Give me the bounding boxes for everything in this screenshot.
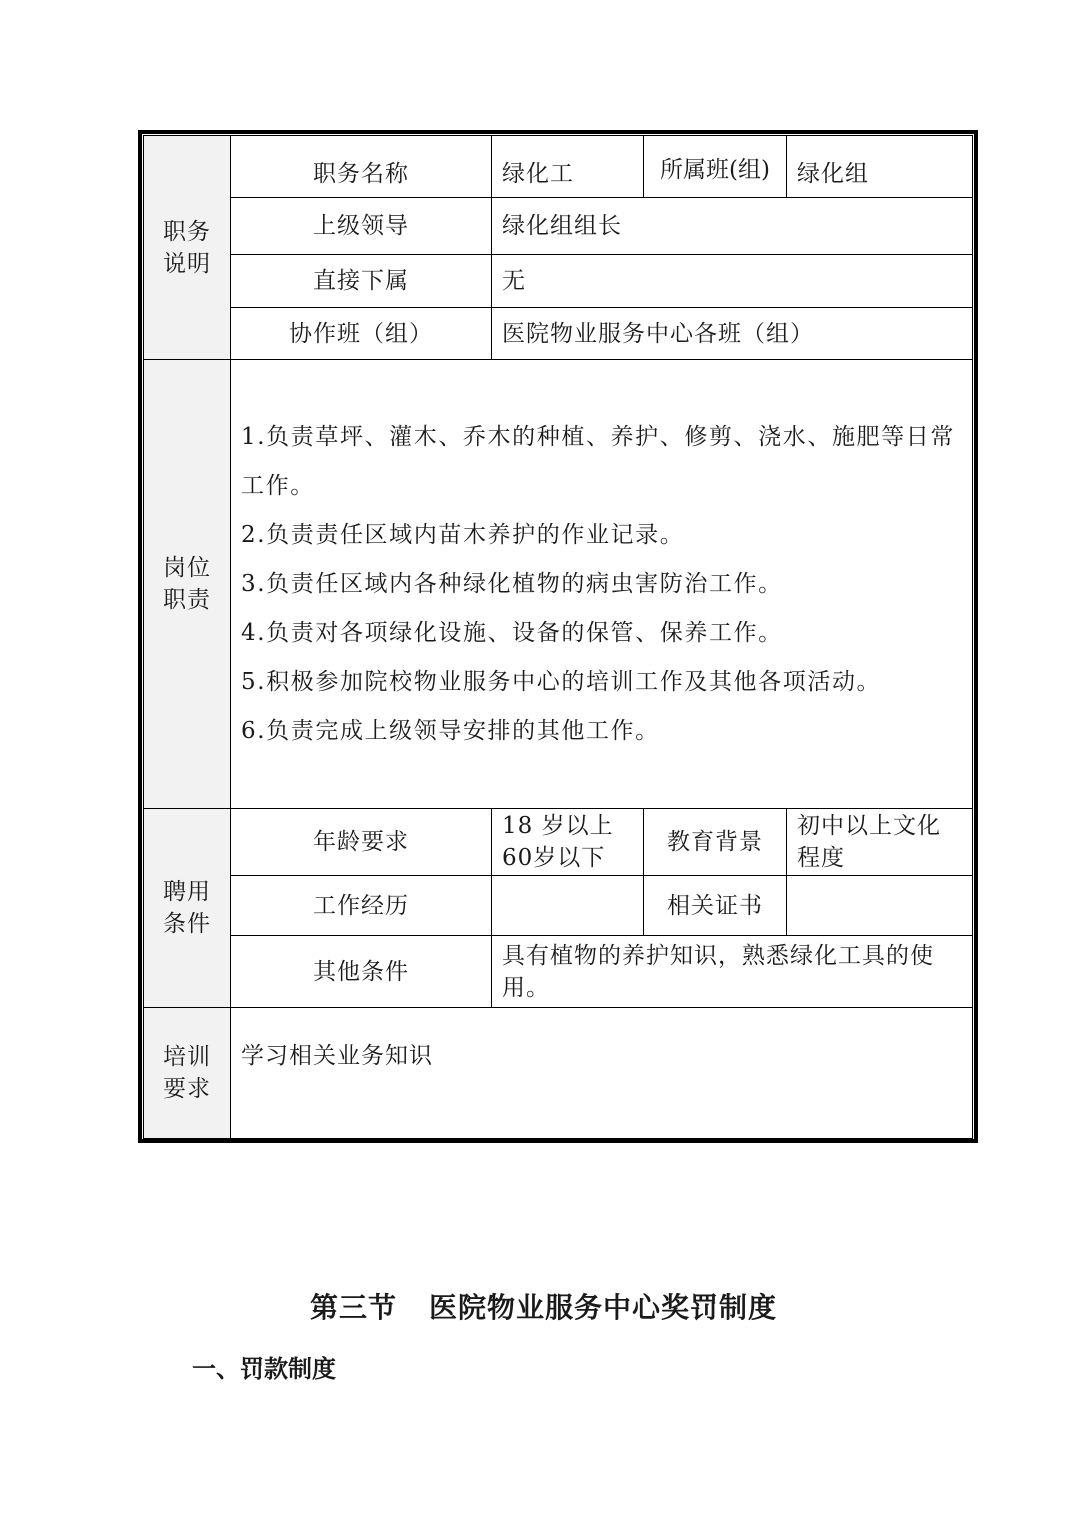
other-conditions-label: 其他条件: [231, 936, 492, 1008]
experience-label: 工作经历: [231, 876, 492, 936]
table-row: [144, 255, 973, 308]
subordinate-label: 直接下属: [231, 255, 492, 308]
table-row: [144, 876, 973, 936]
age-requirement-value: 18 岁以上 60岁以下: [492, 809, 644, 876]
subsection-heading: 一、罚款制度: [192, 1354, 336, 1383]
duty-item: 6.负责完成上级领导安排的其他工作。: [241, 717, 660, 744]
table-row: [144, 809, 973, 876]
team-label: 所属班(组): [644, 136, 787, 198]
other-conditions-value: 具有植物的养护知识，熟悉绿化工具的使用。: [492, 936, 973, 1008]
experience-value: [492, 876, 644, 936]
superior-label: 上级领导: [231, 198, 492, 255]
duty-item: 1.负责草坪、灌木、乔木的种植、养护、修剪、浇水、施肥等日常工作。: [241, 423, 955, 499]
section-heading: [0, 1286, 1087, 1326]
training-value: 学习相关业务知识: [231, 1008, 973, 1139]
table-row: [144, 360, 973, 809]
education-label: 教育背景: [644, 809, 787, 876]
duty-item: 4.负责对各项绿化设施、设备的保管、保养工作。: [241, 619, 783, 646]
table-row: [144, 936, 973, 1008]
job-description-table: [143, 135, 973, 1139]
team-value: 绿化组: [787, 136, 973, 198]
education-value: 初中以上文化程度: [787, 809, 973, 876]
duty-item: 2.负责责任区域内苗木养护的作业记录。: [241, 521, 685, 548]
section-number: 第三节: [309, 1291, 397, 1324]
table-row: [144, 198, 973, 255]
duty-section-label: 岗位 职责: [144, 360, 231, 809]
certificate-value: [787, 876, 973, 936]
table-row: [144, 1008, 973, 1139]
certificate-label: 相关证书: [644, 876, 787, 936]
duties-list: [231, 360, 973, 809]
training-section-label: 培训 要求: [144, 1008, 231, 1139]
cooperating-team-value: 医院物业服务中心各班（组）: [492, 308, 973, 360]
table-row: [144, 136, 973, 198]
position-name-value: 绿化工: [492, 136, 644, 198]
section-title: 医院物业服务中心奖罚制度: [429, 1291, 778, 1324]
age-requirement-label: 年龄要求: [231, 809, 492, 876]
duty-item: 5.积极参加院校物业服务中心的培训工作及其他各项活动。: [241, 668, 882, 695]
duty-item: 3.负责任区域内各种绿化植物的病虫害防治工作。: [241, 570, 783, 597]
cooperating-team-label: 协作班（组）: [231, 308, 492, 360]
subordinate-value: 无: [492, 255, 973, 308]
table-row: [144, 308, 973, 360]
hiring-section-label: 聘用 条件: [144, 809, 231, 1008]
position-name-label: 职务名称: [231, 136, 492, 198]
superior-value: 绿化组组长: [492, 198, 973, 255]
job-section-label: 职务 说明: [144, 136, 231, 360]
